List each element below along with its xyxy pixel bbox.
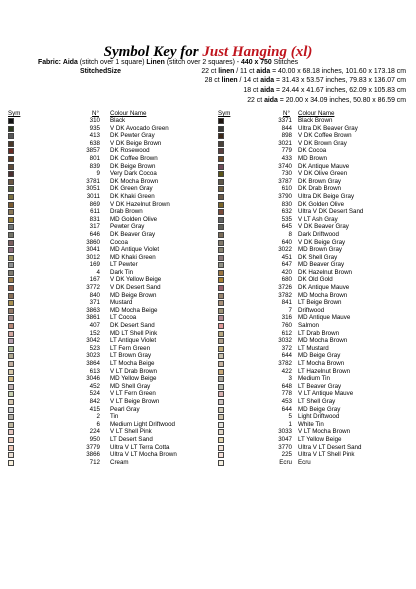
thread-number: 647 <box>281 261 292 269</box>
thread-number: 3 <box>288 375 292 383</box>
thread-number: 779 <box>281 147 292 155</box>
colour-name: V DK Olive Green <box>298 170 348 178</box>
thread-row <box>8 246 208 254</box>
thread-row <box>8 254 208 262</box>
colour-name: Driftwood <box>298 306 325 314</box>
colour-name: V LT Fern Green <box>110 390 156 398</box>
thread-row <box>8 459 208 467</box>
colour-name: LT Desert Sand <box>110 435 153 443</box>
thread-number: 7 <box>288 306 292 314</box>
thread-number: 646 <box>89 230 100 238</box>
colour-name: V DK Coffee Brown <box>298 132 352 140</box>
thread-number: 3033 <box>278 428 292 436</box>
thread-number: 3011 <box>86 192 100 200</box>
thread-row <box>218 428 408 436</box>
title-prefix: Symbol Key for <box>103 44 203 60</box>
colour-name: MD Beige Gray <box>298 405 341 413</box>
thread-row <box>8 352 208 360</box>
colour-name: Ultra V LT Shell Pink <box>298 451 355 459</box>
colour-name: Ultra DK Beaver Gray <box>298 124 358 132</box>
fabric-label: Fabric: <box>38 59 61 66</box>
thread-number: 830 <box>281 200 292 208</box>
stitched-size-line: 22 ct aida = 20.00 x 34.09 inches, 50.80 x 86.59 cm <box>247 97 406 104</box>
thread-number: 524 <box>89 390 100 398</box>
thread-row <box>8 368 208 376</box>
thread-number: 316 <box>281 314 292 322</box>
colour-name: LT Cocoa <box>110 314 137 322</box>
thread-row <box>8 125 208 133</box>
colour-name: DK Beaver Gray <box>110 230 156 238</box>
thread-row <box>218 436 408 444</box>
thread-number: 3740 <box>278 162 292 170</box>
thread-row <box>218 360 408 368</box>
thread-row <box>8 140 208 148</box>
colour-name: Ultra DK Beige Gray <box>298 192 355 200</box>
thread-row <box>218 276 408 284</box>
thread-number: 8 <box>288 230 292 238</box>
thread-row <box>8 406 208 414</box>
thread-number: 3857 <box>86 147 100 155</box>
thread-number: 3772 <box>86 284 100 292</box>
thread-row <box>8 428 208 436</box>
thread-number: 3861 <box>86 314 100 322</box>
thread-number: 3032 <box>278 337 292 345</box>
colour-name: LT Mocha Beige <box>110 360 155 367</box>
thread-number: 839 <box>89 162 100 170</box>
colour-name: DK Beige Brown <box>110 162 156 170</box>
colour-name: MD LT Shell Pink <box>110 329 158 337</box>
thread-number: 3021 <box>278 139 292 147</box>
thread-number: 612 <box>281 329 292 337</box>
thread-row <box>218 254 408 262</box>
pattern-name: Just Hanging (xl) <box>202 44 313 60</box>
thread-row <box>8 322 208 330</box>
thread-number: 648 <box>281 382 292 390</box>
thread-number: 452 <box>89 382 100 390</box>
thread-row <box>8 398 208 406</box>
colour-name: DK Desert Sand <box>110 322 155 330</box>
thread-row <box>218 459 408 467</box>
thread-row <box>218 406 408 414</box>
thread-row <box>8 390 208 398</box>
thread-row <box>218 125 408 133</box>
thread-row <box>218 163 408 171</box>
colour-name: Black <box>110 117 126 124</box>
colour-name: LT Drab Brown <box>298 329 340 337</box>
colour-name: Medium Light Driftwood <box>110 420 175 428</box>
thread-number: 3046 <box>86 375 100 383</box>
thread-row <box>8 436 208 444</box>
colour-name: V LT Beige Brown <box>110 397 160 405</box>
colour-name: MD Mocha Brown <box>298 291 348 299</box>
thread-row <box>218 292 408 300</box>
colour-name: Salmon <box>298 322 319 330</box>
thread-row <box>8 170 208 178</box>
colour-name: MD Mocha Brown <box>298 337 348 345</box>
colour-name: Black Brown <box>298 117 333 124</box>
thread-row <box>218 390 408 398</box>
colour-name: DK Green Gray <box>110 185 153 193</box>
thread-row <box>218 201 408 209</box>
thread-number: 407 <box>89 322 100 330</box>
colour-name: MD Beaver Gray <box>298 261 345 269</box>
colour-name: DK Hazelnut Brown <box>298 268 352 276</box>
thread-number: 841 <box>281 299 292 307</box>
thread-number: 3779 <box>86 443 100 451</box>
colour-name: LT Brown Gray <box>110 352 152 360</box>
colour-name: V DK Desert Sand <box>110 284 161 292</box>
thread-row <box>218 269 408 277</box>
colour-name: DK Khaki Green <box>110 192 155 200</box>
colour-name: DK Rosewood <box>110 147 150 155</box>
thread-number: 3782 <box>278 291 292 299</box>
thread-row <box>8 163 208 171</box>
thread-number: 831 <box>89 215 100 223</box>
thread-row <box>218 231 408 239</box>
thread-number: 645 <box>281 223 292 231</box>
thread-row <box>8 185 208 193</box>
fabric-linen-note: (stitch over 2 squares) - <box>166 59 240 66</box>
colour-name: V DK Beige Brown <box>110 139 162 147</box>
thread-row <box>218 383 408 391</box>
thread-row <box>218 208 408 216</box>
thread-number: 840 <box>89 291 100 299</box>
thread-number: 3023 <box>86 352 100 360</box>
colour-name: Light Driftwood <box>298 413 340 421</box>
thread-number: 632 <box>281 208 292 216</box>
thread-row <box>218 284 408 292</box>
colour-name: MD Golden Olive <box>110 215 158 223</box>
colour-name: Pewter Gray <box>110 223 145 231</box>
thread-number: 3790 <box>278 192 292 200</box>
thread-number: 3781 <box>86 177 100 185</box>
thread-number: 844 <box>281 124 292 132</box>
thread-number: 3041 <box>86 246 100 254</box>
thread-number: 3051 <box>86 185 100 193</box>
thread-number: 898 <box>281 132 292 140</box>
colour-name: Dark Driftwood <box>298 230 339 238</box>
thread-number: 638 <box>89 139 100 147</box>
thread-row <box>8 132 208 140</box>
colour-name: Ultra V LT Terra Cotta <box>110 443 170 451</box>
thread-number: 935 <box>89 124 100 132</box>
thread-number: 415 <box>89 405 100 413</box>
thread-number: 778 <box>281 390 292 398</box>
thread-number: 680 <box>281 276 292 284</box>
colour-name: Ultra V LT Mocha Brown <box>110 451 177 459</box>
thread-row <box>8 155 208 163</box>
thread-number: 5 <box>288 413 292 421</box>
col-num-left: N° <box>92 110 99 117</box>
thread-row <box>8 239 208 247</box>
colour-name: V LT Shell Pink <box>110 428 152 436</box>
colour-name: DK Antique Mauve <box>298 284 350 292</box>
thread-number: 2 <box>96 413 100 421</box>
thread-row <box>8 147 208 155</box>
right-thread-list <box>218 117 408 466</box>
thread-number: 523 <box>89 344 100 352</box>
colour-name: Pearl Gray <box>110 405 140 413</box>
fabric-line <box>0 58 416 67</box>
colour-name: Very Dark Cocoa <box>110 170 157 178</box>
stitched-size-line: 22 ct linen / 11 ct aida = 40.00 x 68.18 inches, 101.60 x 173.18 cm <box>201 68 406 75</box>
thread-number: 3042 <box>86 337 100 345</box>
colour-name: LT Shell Gray <box>298 397 336 405</box>
thread-row <box>218 368 408 376</box>
thread-number: 535 <box>281 215 292 223</box>
thread-number: 3782 <box>278 360 292 367</box>
colour-name: LT Hazelnut Brown <box>298 367 351 375</box>
colour-name: DK Mocha Brown <box>110 177 159 185</box>
colour-name: V LT Ash Gray <box>298 215 338 223</box>
colour-name: Mustard <box>110 299 133 307</box>
colour-name: MD Antique Mauve <box>298 314 351 322</box>
colour-name: DK Brown Gray <box>298 177 341 185</box>
thread-number: 3047 <box>278 435 292 443</box>
thread-number: 451 <box>281 253 292 261</box>
fabric-aida-note: (stitch over 1 square) <box>79 59 145 66</box>
colour-name: MD Beige Brown <box>110 291 157 299</box>
thread-row <box>218 398 408 406</box>
stitch-unit: Stitches <box>273 59 299 66</box>
thread-row <box>8 208 208 216</box>
thread-row <box>218 223 408 231</box>
stitched-size-line: 28 ct linen / 14 ct aida = 31.43 x 53.57 inches, 79.83 x 136.07 cm <box>204 77 406 84</box>
thread-number: 6 <box>96 420 100 428</box>
thread-number: 801 <box>89 154 100 162</box>
thread-number: 4 <box>96 268 100 276</box>
thread-row <box>8 444 208 452</box>
colour-name: MD Brown Gray <box>298 246 343 254</box>
thread-row <box>8 375 208 383</box>
colour-name: White Tin <box>298 420 324 428</box>
colour-name: LT Yellow Beige <box>298 435 342 443</box>
thread-number: 169 <box>89 261 100 269</box>
left-thread-list <box>8 117 208 466</box>
thread-number: Ecru <box>279 458 292 466</box>
thread-row <box>218 117 408 125</box>
fabric-aida: Aida <box>62 59 78 66</box>
thread-row <box>8 451 208 459</box>
thread-row <box>8 413 208 421</box>
thread-row <box>8 383 208 391</box>
thread-row <box>8 345 208 353</box>
thread-row <box>218 193 408 201</box>
thread-row <box>218 375 408 383</box>
colour-name: DK Shell Gray <box>298 253 338 261</box>
colour-name: MD Shell Gray <box>110 382 151 390</box>
colour-name: Tin <box>110 413 119 421</box>
thread-row <box>218 246 408 254</box>
colour-name: Medium Tin <box>298 375 330 383</box>
thread-number: 3726 <box>278 284 292 292</box>
colour-name: Drab Brown <box>110 208 143 216</box>
thread-row <box>8 223 208 231</box>
thread-number: 644 <box>281 405 292 413</box>
thread-row <box>218 307 408 315</box>
thread-row <box>218 178 408 186</box>
col-num-right: N° <box>283 110 290 117</box>
thread-row <box>8 337 208 345</box>
thread-number: 9 <box>96 170 100 178</box>
colour-name: LT Mocha Brown <box>298 360 345 367</box>
colour-name: LT Beige Brown <box>298 299 342 307</box>
thread-row <box>8 314 208 322</box>
thread-number: 420 <box>281 268 292 276</box>
thread-row <box>218 444 408 452</box>
colour-name: LT Mustard <box>298 344 329 352</box>
thread-row <box>8 360 208 368</box>
thread-row <box>8 261 208 269</box>
col-sym-right: Sym <box>218 110 231 117</box>
colour-name: V DK Beaver Gray <box>298 223 349 231</box>
thread-number: 640 <box>281 238 292 246</box>
thread-number: 152 <box>89 329 100 337</box>
colour-name: MD Antique Violet <box>110 246 160 254</box>
thread-number: 224 <box>89 428 100 436</box>
colour-name: V DK Yellow Beige <box>110 276 162 284</box>
thread-number: 372 <box>281 344 292 352</box>
thread-row <box>218 330 408 338</box>
thread-row <box>8 421 208 429</box>
thread-row <box>218 216 408 224</box>
thread-number: 730 <box>281 170 292 178</box>
colour-name: LT Antique Violet <box>110 337 157 345</box>
thread-row <box>218 314 408 322</box>
thread-number: 3787 <box>278 177 292 185</box>
thread-row <box>8 276 208 284</box>
thread-number: 3863 <box>86 306 100 314</box>
thread-number: 371 <box>89 299 100 307</box>
thread-number: 3012 <box>86 253 100 261</box>
fabric-linen: Linen <box>146 59 165 66</box>
thread-number: 869 <box>89 200 100 208</box>
colour-name: Cocoa <box>110 238 128 246</box>
thread-number: 1 <box>288 420 292 428</box>
thread-row <box>218 322 408 330</box>
col-sym-left: Sym <box>8 110 21 117</box>
colour-name: LT Beaver Gray <box>298 382 342 390</box>
colour-name: MD Yellow Beige <box>110 375 157 383</box>
thread-row <box>218 421 408 429</box>
colour-name: DK Coffee Brown <box>110 154 158 162</box>
colour-name: MD Khaki Green <box>110 253 156 261</box>
thread-row <box>218 413 408 421</box>
thread-row <box>8 231 208 239</box>
thread-number: 842 <box>89 397 100 405</box>
thread-number: 3770 <box>278 443 292 451</box>
thread-row <box>8 117 208 125</box>
thread-row <box>218 140 408 148</box>
thread-row <box>218 132 408 140</box>
colour-name: V DK Hazelnut Brown <box>110 200 170 208</box>
colour-name: V DK Beige Gray <box>298 238 346 246</box>
thread-number: 413 <box>89 132 100 140</box>
colour-name: DK Old Gold <box>298 276 333 284</box>
colour-name: V DK Avocado Green <box>110 124 169 132</box>
thread-row <box>218 299 408 307</box>
thread-row <box>218 155 408 163</box>
thread-number: 453 <box>281 397 292 405</box>
colour-name: DK Golden Olive <box>298 200 345 208</box>
thread-row <box>218 451 408 459</box>
thread-number: 610 <box>281 185 292 193</box>
thread-row <box>218 352 408 360</box>
thread-row <box>218 239 408 247</box>
stitched-size-line: 18 ct aida = 24.44 x 41.67 inches, 62.09 x 105.83 cm <box>243 87 406 94</box>
thread-row <box>218 147 408 155</box>
stitched-size-label: StitchedSize <box>80 68 121 75</box>
thread-row <box>8 193 208 201</box>
thread-row <box>218 170 408 178</box>
colour-name: Dark Tin <box>110 268 134 276</box>
thread-number: 3860 <box>86 238 100 246</box>
thread-row <box>8 216 208 224</box>
colour-name: DK Antique Mauve <box>298 162 350 170</box>
thread-number: 422 <box>281 367 292 375</box>
thread-number: 644 <box>281 352 292 360</box>
thread-row <box>218 185 408 193</box>
thread-row <box>8 201 208 209</box>
colour-name: LT Pewter <box>110 261 138 269</box>
thread-number: 3371 <box>278 117 292 124</box>
col-name-left: Colour Name <box>110 110 147 117</box>
thread-row <box>8 269 208 277</box>
thread-row <box>8 178 208 186</box>
colour-name: MD Brown <box>298 154 327 162</box>
thread-row <box>218 345 408 353</box>
colour-name: MD Mocha Beige <box>110 306 158 314</box>
col-name-right: Colour Name <box>298 110 335 117</box>
colour-name: DK Pewter Gray <box>110 132 155 140</box>
colour-name: V LT Mocha Brown <box>298 428 351 436</box>
colour-name: V LT Antique Mauve <box>298 390 354 398</box>
thread-row <box>8 284 208 292</box>
colour-name: Ecru <box>298 458 311 466</box>
thread-number: 613 <box>89 367 100 375</box>
colour-name: MD Beige Gray <box>298 352 341 360</box>
stitch-count: 440 x 750 <box>241 59 272 66</box>
thread-number: 310 <box>89 117 100 124</box>
thread-number: 3864 <box>86 360 100 367</box>
thread-number: 433 <box>281 154 292 162</box>
thread-row <box>8 292 208 300</box>
colour-name: Ultra V LT Desert Sand <box>298 443 362 451</box>
thread-row <box>8 330 208 338</box>
colour-name: LT Fern Green <box>110 344 151 352</box>
colour-name: V LT Drab Brown <box>110 367 157 375</box>
colour-name: Cream <box>110 458 129 466</box>
thread-number: 760 <box>281 322 292 330</box>
thread-number: 3022 <box>278 246 292 254</box>
thread-number: 611 <box>90 208 100 216</box>
thread-number: 317 <box>89 223 100 231</box>
thread-number: 950 <box>89 435 100 443</box>
thread-row <box>8 299 208 307</box>
thread-number: 712 <box>89 458 100 466</box>
thread-row <box>218 261 408 269</box>
colour-name: Ultra V DK Desert Sand <box>298 208 364 216</box>
thread-number: 3866 <box>86 451 100 459</box>
colour-name: DK Cocoa <box>298 147 327 155</box>
colour-name: DK Drab Brown <box>298 185 341 193</box>
thread-number: 167 <box>89 276 100 284</box>
thread-number: 225 <box>281 451 292 459</box>
colour-name: V DK Brown Gray <box>298 139 347 147</box>
thread-row <box>8 307 208 315</box>
thread-row <box>218 337 408 345</box>
